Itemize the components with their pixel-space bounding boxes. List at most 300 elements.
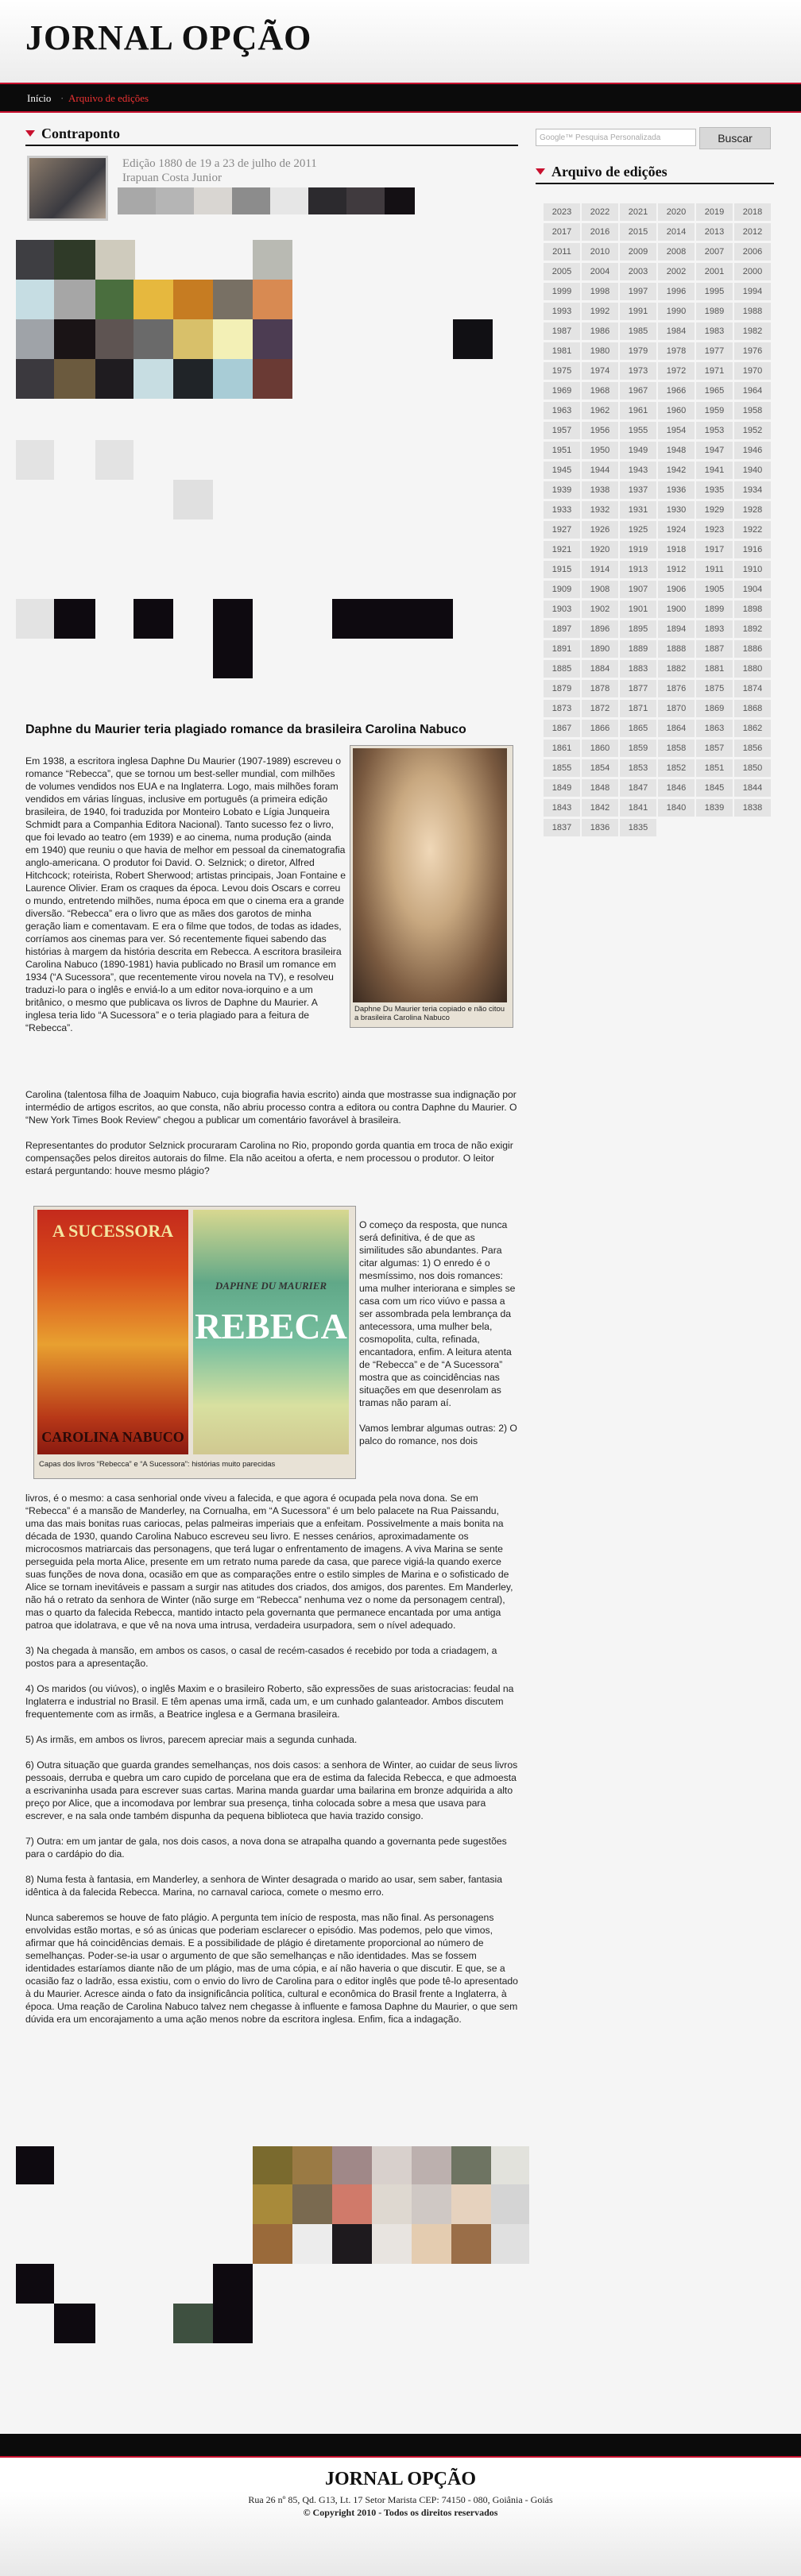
year-link[interactable]: 1846	[658, 779, 695, 797]
year-link[interactable]: 1966	[658, 382, 695, 400]
year-link[interactable]: 1974	[582, 362, 618, 380]
nav-archive-link[interactable]: Arquivo de edições	[68, 92, 149, 104]
year-link[interactable]: 1874	[734, 680, 771, 697]
article-paragraph: 4) Os maridos (ou viúvos), o inglês Maxim e o brasileiro Roberto, são expressões de suas aristocracias: feudal na Inglaterra e industrial no Brasil. E têm apenas uma irmã, cada um, e um cunhado galanteador. Ambos discutem frequentemente com as irmãs, a Beatrice inglesa e a Germana brasileira.	[25, 1683, 514, 1720]
year-link[interactable]: 1921	[544, 541, 580, 558]
year-link[interactable]: 1993	[544, 303, 580, 320]
year-link[interactable]: 1895	[620, 620, 656, 638]
year-link[interactable]: 1936	[658, 481, 695, 499]
year-link[interactable]: 1980	[582, 342, 618, 360]
year-link[interactable]: 1968	[582, 382, 618, 400]
mosaic-cell	[95, 240, 135, 280]
article-paragraph: 6) Outra situação que guarda grandes semelhanças, nos dois casos: a senhora de Winter, ao cuidar de seus livros pessoais, derruba e quebra um caro cupido de porcelana que era de estima da falecida Rebecca, e que admoesta a escrivaninha usada para escrever suas cartas. Marina manda guardar uma bailarina em bronze adquirida a alto preço por Alice, que a incomodava por lembrar sua presença, tinha colocada sobre a mesa que usava para escrever, e na sala onde também dispunha da pequena biblioteca que havia trazido consigo.	[25, 1759, 518, 1821]
year-link[interactable]: 2014	[658, 223, 695, 241]
year-link[interactable]: 1842	[582, 799, 618, 817]
mosaic-cell	[253, 359, 292, 399]
year-link[interactable]: 1930	[658, 501, 695, 519]
year-link[interactable]: 1907	[620, 581, 656, 598]
year-link[interactable]: 1925	[620, 521, 656, 539]
year-link[interactable]: 1990	[658, 303, 695, 320]
mosaic-cell	[95, 280, 134, 319]
year-link[interactable]: 1952	[734, 422, 771, 439]
year-link[interactable]: 1979	[620, 342, 656, 360]
mosaic-cell	[372, 2146, 412, 2184]
year-link[interactable]: 1960	[658, 402, 695, 419]
year-link[interactable]: 1992	[582, 303, 618, 320]
year-link[interactable]: 1962	[582, 402, 618, 419]
year-link[interactable]: 1913	[620, 561, 656, 578]
year-link[interactable]: 2022	[582, 203, 618, 221]
article-paragraph: 8) Numa festa à fantasia, em Manderley, a senhora de Winter desagrada o marido ao usar, sem saber, fantasia idêntica à da falecida Rebecca. Marina, no carnaval carioca, comete o mesmo erro.	[25, 1874, 502, 1898]
year-link[interactable]: 1863	[696, 720, 733, 737]
year-link[interactable]: 1967	[620, 382, 656, 400]
year-link[interactable]: 1835	[620, 819, 656, 836]
year-link[interactable]: 1926	[582, 521, 618, 539]
year-link[interactable]: 1851	[696, 759, 733, 777]
year-link[interactable]: 1859	[620, 740, 656, 757]
section-divider	[25, 145, 518, 146]
year-link[interactable]: 2008	[658, 243, 695, 261]
year-link[interactable]: 1847	[620, 779, 656, 797]
year-link[interactable]: 1929	[696, 501, 733, 519]
year-link[interactable]: 1862	[734, 720, 771, 737]
mosaic-cell	[253, 240, 292, 280]
search-button[interactable]: Buscar	[699, 127, 771, 149]
year-link[interactable]: 1884	[582, 660, 618, 678]
year-link[interactable]: 1906	[658, 581, 695, 598]
year-link[interactable]: 1969	[544, 382, 580, 400]
footer-bar	[0, 2434, 801, 2458]
year-link[interactable]: 1897	[544, 620, 580, 638]
footer-address: Rua 26 nº 85, Qd. G13, Lt. 17 Setor Marista CEP: 74150 - 080, Goiânia - Goiás	[248, 2494, 553, 2505]
mosaic-cell	[173, 2304, 213, 2343]
year-link[interactable]: 1934	[734, 481, 771, 499]
year-link[interactable]: 1982	[734, 322, 771, 340]
year-link[interactable]: 1909	[544, 581, 580, 598]
main-navbar	[0, 83, 801, 113]
year-link[interactable]: 1977	[696, 342, 733, 360]
mosaic-cell	[54, 280, 95, 319]
mosaic-cell	[270, 187, 308, 214]
mosaic-cell	[332, 2184, 372, 2224]
year-link[interactable]: 1928	[734, 501, 771, 519]
year-link[interactable]: 1880	[734, 660, 771, 678]
mosaic-cell	[213, 359, 253, 399]
year-link[interactable]: 1955	[620, 422, 656, 439]
year-link[interactable]: 1944	[582, 462, 618, 479]
year-link[interactable]: 1836	[582, 819, 618, 836]
year-link[interactable]: 2019	[696, 203, 733, 221]
year-link[interactable]: 1927	[544, 521, 580, 539]
year-link[interactable]: 2017	[544, 223, 580, 241]
year-link[interactable]: 1865	[620, 720, 656, 737]
year-link[interactable]: 1888	[658, 640, 695, 658]
mosaic-cell	[451, 2184, 491, 2224]
year-link[interactable]: 1947	[696, 442, 733, 459]
mosaic-cell	[194, 187, 232, 214]
year-link[interactable]: 1941	[696, 462, 733, 479]
mosaic-cell	[412, 2184, 451, 2224]
year-link[interactable]: 1894	[658, 620, 695, 638]
year-link[interactable]: 1981	[544, 342, 580, 360]
year-link[interactable]: 1987	[544, 322, 580, 340]
mosaic-cell	[16, 319, 54, 359]
year-link[interactable]: 1883	[620, 660, 656, 678]
mosaic-cell	[292, 2184, 332, 2224]
mosaic-cell	[372, 2184, 412, 2224]
year-link[interactable]: 1882	[658, 660, 695, 678]
year-link[interactable]: 1998	[582, 283, 618, 300]
year-link[interactable]: 1885	[544, 660, 580, 678]
year-link[interactable]: 1942	[658, 462, 695, 479]
year-link[interactable]: 1864	[658, 720, 695, 737]
mosaic-cell	[118, 187, 156, 214]
year-link[interactable]: 1877	[620, 680, 656, 697]
search-input[interactable]: Google™ Pesquisa Personalizada	[536, 129, 696, 146]
year-link[interactable]: 2003	[620, 263, 656, 280]
year-link[interactable]: 1916	[734, 541, 771, 558]
mosaic-cell	[491, 2184, 529, 2224]
article-paragraph: 7) Outra: em um jantar de gala, nos dois casos, a nova dona se atrapalha quando a governanta pede sugestões para o cardápio do dia.	[25, 1836, 507, 1860]
year-link[interactable]: 1984	[658, 322, 695, 340]
edition-line: Edição 1880 de 19 a 23 de julho de 2011	[122, 157, 317, 170]
year-link[interactable]: 1911	[696, 561, 733, 578]
books-caption: Capas dos livros “Rebecca” e “A Sucessora”: histórias muito parecidas	[39, 1460, 276, 1469]
mosaic-cell	[95, 440, 134, 480]
year-link[interactable]: 1878	[582, 680, 618, 697]
mosaic-cell	[213, 2304, 253, 2343]
mosaic-cell	[16, 240, 54, 280]
year-link[interactable]: 1935	[696, 481, 733, 499]
year-link[interactable]: 1938	[582, 481, 618, 499]
section-title: Contraponto	[25, 126, 120, 142]
year-link[interactable]: 1839	[696, 799, 733, 817]
year-link[interactable]: 1838	[734, 799, 771, 817]
year-link[interactable]: 1963	[544, 402, 580, 419]
mosaic-cell	[253, 319, 292, 359]
mosaic-cell	[253, 2184, 292, 2224]
year-link[interactable]: 2005	[544, 263, 580, 280]
year-link[interactable]: 1950	[582, 442, 618, 459]
year-link[interactable]: 1957	[544, 422, 580, 439]
year-link[interactable]: 1876	[658, 680, 695, 697]
year-link[interactable]: 1983	[696, 322, 733, 340]
year-link[interactable]: 2018	[734, 203, 771, 221]
year-link[interactable]: 1996	[658, 283, 695, 300]
year-link[interactable]: 1939	[544, 481, 580, 499]
article-paragraph: Em 1938, a escritora inglesa Daphne Du Maurier (1907-1989) escreveu o romance “Rebecca”, que se tornou um best-seller mundial, com milhões de volumes vendidos nos EUA e na Inglaterra. Logo, mais milhões foram vendidos em várias línguas, inclusive em português (a primeira edição brasileira, de 1940, foi traduzida por Monteiro Lobato e Lígia Junqueira Schmidt para a Companhia Editora Nacional). Tanto sucesso fez o livro, que foi levado ao teatro (em 1939) e ao cinema, numa produção (ainda em 1940) que reuniu o que havia de melhor em pessoal da cinematografia anglo-americana. O produtor foi David. O. Selznick; o diretor, Alfred Hitchcock; roteirista, Robert Sherwood; artistas principais, Joan Fontaine e Laurence Olivier. Eram os craques da época. Levou dois Oscars e correu o mundo, entretendo milhões, numa época em que o cinema era a grande diversão. “Rebecca” era o livro que as mães dos garotos de minha geração liam e comentavam. E era o filme que todos, de todas as idades, corríamos aos cinemas para ver. Só recentemente fiquei sabendo das histórias à margem da história descrita em Rebecca. A escritora brasileira Carolina Nabuco (1890-1981) havia publicado no Brasil um romance em 1934 (“A Sucessora”, que recentemente virou novela na TV), e resolveu traduzi-lo para o inglês e enviá-lo a um editor nova-iorquino e a um britânico, o mesmo que publicava os livros de Daphne du Maurier. A inglesa teria lido “A Sucessora” e o teria plagiado para a feitura de “Rebecca”.	[25, 755, 346, 1033]
mosaic-cell	[292, 2146, 332, 2184]
mosaic-cell	[173, 359, 213, 399]
mosaic-cell	[372, 2224, 412, 2264]
mosaic-cell	[173, 280, 213, 319]
year-link[interactable]: 1920	[582, 541, 618, 558]
year-link[interactable]: 1975	[544, 362, 580, 380]
year-link[interactable]: 1887	[696, 640, 733, 658]
year-link[interactable]: 1953	[696, 422, 733, 439]
year-link[interactable]: 2023	[544, 203, 580, 221]
year-link[interactable]: 1872	[582, 700, 618, 717]
mosaic-cell	[253, 2146, 292, 2184]
mosaic-cell	[213, 280, 253, 319]
year-link[interactable]: 1868	[734, 700, 771, 717]
archive-divider	[536, 183, 774, 184]
year-link[interactable]: 1961	[620, 402, 656, 419]
year-link[interactable]: 1855	[544, 759, 580, 777]
mosaic-cell	[54, 2304, 95, 2343]
year-link[interactable]: 1903	[544, 601, 580, 618]
year-link[interactable]: 1849	[544, 779, 580, 797]
year-link[interactable]: 1881	[696, 660, 733, 678]
nav-home-link[interactable]: Início	[27, 92, 52, 104]
article-body-intro	[25, 755, 346, 1047]
year-link[interactable]: 1951	[544, 442, 580, 459]
author-name: Irapuan Costa Junior	[122, 172, 222, 184]
year-link[interactable]: 1994	[734, 283, 771, 300]
year-link[interactable]: 1905	[696, 581, 733, 598]
year-link[interactable]: 1940	[734, 462, 771, 479]
year-link[interactable]: 1910	[734, 561, 771, 578]
footer-copyright: © Copyright 2010 - Todos os direitos reservados	[303, 2507, 498, 2518]
year-link[interactable]: 1976	[734, 342, 771, 360]
article-paragraph: Representantes do produtor Selznick procuraram Carolina no Rio, propondo gorda quantia em troca de não exigir compensações pelos direitos autorais do filme. Ela não aceitou a oferta, e nem processou o produtor. O leitor estará perguntando: houve mesmo plágio?	[25, 1140, 513, 1176]
year-link[interactable]: 2015	[620, 223, 656, 241]
year-link[interactable]: 1918	[658, 541, 695, 558]
year-link[interactable]: 1861	[544, 740, 580, 757]
year-link[interactable]: 1965	[696, 382, 733, 400]
year-link[interactable]: 1973	[620, 362, 656, 380]
photo-caption: Daphne Du Maurier teria copiado e não citou a brasileira Carolina Nabuco	[354, 1005, 505, 1022]
footer-title: JORNAL OPÇÃO	[324, 2469, 476, 2489]
year-link[interactable]: 1857	[696, 740, 733, 757]
mosaic-cell	[134, 319, 173, 359]
year-link[interactable]: 1853	[620, 759, 656, 777]
year-link[interactable]: 1889	[620, 640, 656, 658]
year-link[interactable]: 1919	[620, 541, 656, 558]
year-link[interactable]: 1901	[620, 601, 656, 618]
mosaic-cell	[54, 599, 95, 639]
mosaic-cell	[16, 280, 54, 319]
mosaic-cell	[16, 599, 54, 639]
mosaic-cell	[385, 187, 415, 214]
year-link[interactable]: 1904	[734, 581, 771, 598]
year-link[interactable]: 1948	[658, 442, 695, 459]
article-paragraph: Carolina (talentosa filha de Joaquim Nabuco, cuja biografia havia escrito) ainda que mostrasse sua indignação por intermédio de artigos escritos, ao que consta, não abriu processo contra a editora ou contra Daphne du Maurier. O “New York Times Book Review” chegou a publicar um comentário favorável à brasileira.	[25, 1089, 517, 1126]
year-link[interactable]: 2006	[734, 243, 771, 261]
mosaic-cell	[54, 359, 95, 399]
mosaic-cell	[16, 359, 54, 399]
mosaic-cell	[491, 2224, 529, 2264]
year-link[interactable]: 1949	[620, 442, 656, 459]
year-link[interactable]: 2013	[696, 223, 733, 241]
year-link[interactable]: 1837	[544, 819, 580, 836]
year-link[interactable]: 2001	[696, 263, 733, 280]
year-link[interactable]: 1989	[696, 303, 733, 320]
year-link[interactable]: 1958	[734, 402, 771, 419]
year-link[interactable]: 2002	[658, 263, 695, 280]
year-link[interactable]: 1870	[658, 700, 695, 717]
mosaic-cell	[412, 2224, 451, 2264]
year-link[interactable]: 1843	[544, 799, 580, 817]
mosaic-cell	[332, 2146, 372, 2184]
year-link[interactable]: 1932	[582, 501, 618, 519]
article-paragraph: 3) Na chegada à mansão, em ambos os casos, o casal de recém-casados é recebido por toda a criadagem, a postos para a apresentação.	[25, 1645, 497, 1669]
mosaic-cell	[253, 280, 292, 319]
year-link[interactable]: 1856	[734, 740, 771, 757]
year-link[interactable]: 1923	[696, 521, 733, 539]
mosaic-cell	[332, 2224, 372, 2264]
year-link[interactable]: 1854	[582, 759, 618, 777]
mosaic-cell	[16, 440, 54, 480]
year-link[interactable]: 1850	[734, 759, 771, 777]
year-link[interactable]: 1867	[544, 720, 580, 737]
article-paragraph: Nunca saberemos se houve de fato plágio. A pergunta tem início de resposta, mas não final. As personagens envolvidas estão mortas, e só as únicas que poderiam esclarecer o episódio. Mas podemos, pelo que vimos, afirmar que há coincidências demais. E a possibilidade de plágio é diretamente proporcional ao número de semelhanças. Poder-se-ia usar o argumento de que são semelhanças e não identidades. Mas se fossem identidades estaríamos diante não de um plágio, mas de uma cópia, e aí não haveria o que discutir. E que, se a ocasião faz o ladrão, essa existiu, com o envio do livro de Carolina para o editor inglês que pode tê-lo apresentado à du Maurier. Acresce ainda o fato da insignificância política, cultural e econômica do Brasil frente a Inglaterra, à época. Uma reação de Carolina Nabuco talvez nem chegasse à influente e famosa Daphne du Maurier, o que sem dúvida era um encorajamento a uma ação menos nobre da escritora inglesa. Enfim, fica a indagação.	[25, 1912, 518, 2025]
year-link[interactable]: 1841	[620, 799, 656, 817]
year-link[interactable]: 1999	[544, 283, 580, 300]
year-link[interactable]: 1896	[582, 620, 618, 638]
year-link[interactable]: 1915	[544, 561, 580, 578]
year-link[interactable]: 1879	[544, 680, 580, 697]
year-link[interactable]: 1933	[544, 501, 580, 519]
mosaic-cell	[134, 359, 173, 399]
book-covers-photo	[33, 1206, 356, 1479]
year-link[interactable]: 2011	[544, 243, 580, 261]
year-link[interactable]: 2012	[734, 223, 771, 241]
mosaic-cell	[95, 319, 134, 359]
year-link[interactable]: 2007	[696, 243, 733, 261]
year-link[interactable]: 1964	[734, 382, 771, 400]
year-link[interactable]: 1914	[582, 561, 618, 578]
year-link[interactable]: 1891	[544, 640, 580, 658]
year-link[interactable]: 1985	[620, 322, 656, 340]
year-link[interactable]: 1900	[658, 601, 695, 618]
year-link[interactable]: 1898	[734, 601, 771, 618]
year-link[interactable]: 1997	[620, 283, 656, 300]
year-link[interactable]: 1970	[734, 362, 771, 380]
year-link[interactable]: 1908	[582, 581, 618, 598]
archive-title: Arquivo de edições	[536, 164, 668, 180]
year-link[interactable]: 1937	[620, 481, 656, 499]
year-link[interactable]: 1943	[620, 462, 656, 479]
mosaic-cell	[491, 2146, 529, 2184]
rebeca-cover: DAPHNE DU MAURIER REBECA	[193, 1210, 349, 1454]
article-paragraph: O começo da resposta, que nunca será definitiva, é de que as similitudes são abundantes. Para citar algumas: 1) O enredo é o mesmíssimo, nos dois romances: uma mulher interiorana e simples se casa com um rico viúvo e passa a ser assombrada pela lembrança da antecessora, uma mulher bela, cosmopolita, culta, refinada, encantadora, enfim. A leitura atenta de “Rebecca” e de “A Sucessora” mostra que as coincidências nas situações em que desenrolam as tramas não param aí.	[359, 1219, 516, 1408]
mosaic-cell	[156, 187, 194, 214]
year-link[interactable]: 1866	[582, 720, 618, 737]
year-link[interactable]: 1886	[734, 640, 771, 658]
year-link[interactable]: 1860	[582, 740, 618, 757]
year-link[interactable]: 1871	[620, 700, 656, 717]
year-link[interactable]: 1959	[696, 402, 733, 419]
mosaic-cell	[292, 2224, 332, 2264]
year-link[interactable]: 1844	[734, 779, 771, 797]
nav-separator: ·	[60, 92, 64, 104]
year-link[interactable]: 1899	[696, 601, 733, 618]
mosaic-cell	[308, 187, 346, 214]
year-link[interactable]: 1902	[582, 601, 618, 618]
mosaic-cell	[346, 187, 385, 214]
year-link[interactable]: 1869	[696, 700, 733, 717]
mosaic-cell	[213, 2264, 253, 2304]
year-link[interactable]: 1875	[696, 680, 733, 697]
mosaic-cell	[332, 599, 453, 639]
mosaic-cell	[453, 319, 493, 359]
site-logo[interactable]: JORNAL OPÇÃO	[25, 18, 312, 57]
mosaic-cell	[173, 480, 213, 519]
mosaic-cell	[16, 2264, 54, 2304]
year-grid	[544, 203, 772, 839]
year-link[interactable]: 2000	[734, 263, 771, 280]
year-link[interactable]: 1840	[658, 799, 695, 817]
year-link[interactable]: 1988	[734, 303, 771, 320]
portrait-image	[353, 748, 507, 1002]
year-link[interactable]: 1931	[620, 501, 656, 519]
article-body-side	[359, 1218, 518, 1447]
article-body-middle	[25, 1088, 518, 1190]
year-link[interactable]: 1858	[658, 740, 695, 757]
year-link[interactable]: 1986	[582, 322, 618, 340]
mosaic-cell	[213, 599, 253, 678]
daphne-photo	[350, 745, 513, 1028]
article-title: Daphne du Maurier teria plagiado romance da brasileira Carolina Nabuco	[25, 723, 466, 736]
year-link[interactable]: 2020	[658, 203, 695, 221]
year-link[interactable]: 1852	[658, 759, 695, 777]
mosaic-cell	[95, 359, 134, 399]
year-link[interactable]: 1945	[544, 462, 580, 479]
year-link[interactable]: 2010	[582, 243, 618, 261]
mosaic-cell	[412, 2146, 451, 2184]
year-link[interactable]: 1912	[658, 561, 695, 578]
article-paragraph: Vamos lembrar algumas outras: 2) O palco do romance, nos dois	[359, 1423, 517, 1446]
triangle-icon	[536, 168, 545, 175]
mosaic-cell	[134, 280, 173, 319]
year-link[interactable]: 1956	[582, 422, 618, 439]
year-link[interactable]: 1954	[658, 422, 695, 439]
year-link[interactable]: 1995	[696, 283, 733, 300]
year-link[interactable]: 2004	[582, 263, 618, 280]
year-link[interactable]: 1890	[582, 640, 618, 658]
mosaic-cell	[16, 2146, 54, 2184]
year-link[interactable]: 1924	[658, 521, 695, 539]
year-link[interactable]: 1978	[658, 342, 695, 360]
mosaic-cell	[54, 319, 95, 359]
year-link[interactable]: 2021	[620, 203, 656, 221]
mosaic-cell	[213, 319, 253, 359]
article-paragraph: livros, é o mesmo: a casa senhorial onde viveu a falecida, e que agora é ocupada pela nova dona. Se em “Rebecca” é a mansão de Manderley, na Cornualha, em “A Sucessora” é um belo palacete na Rua Paissandu, uma das mais bonitas ruas cariocas, pelas palmeiras imperiais que a enfeitam. Possivelmente a mais bonita na década de 1930, quando Carolina Nabuco escreveu seu livro. E nesses cenários, aproximadamente os microcosmos matriarcais das personagens, que terá lugar o enfrentamento de imagens. A viva Marina se sente perseguida pela morta Alice, presente em um retrato numa parede da casa, que parece vigiá-la quando exerce suas funções de nova dona, ocasião em que as comparações entre o estilo simples de Marina e o sofisticado de Alice se tornam inevitáveis e passam a surgir nas atitudes dos criados, dos amigos, dos parentes. Em Manderley, não há o retrato da senhora de Winter (não surge em “Rebecca” nenhuma vez o nome da personagem central), mas o quarto da falecida Rebecca, mantido intacto pela governanta que permanece encantada por uma antiga patroa que idolatrava, e que vê na nova uma intrusa, verdadeira usurpadora, sem o nível adequado.	[25, 1493, 513, 1631]
year-link[interactable]: 1848	[582, 779, 618, 797]
year-link[interactable]: 1972	[658, 362, 695, 380]
sucessora-cover: A SUCESSORA CAROLINA NABUCO	[37, 1210, 188, 1454]
mosaic-cell	[253, 2224, 292, 2264]
mosaic-cell	[451, 2146, 491, 2184]
mosaic-cell	[134, 599, 173, 639]
year-link[interactable]: 1991	[620, 303, 656, 320]
year-link[interactable]: 2009	[620, 243, 656, 261]
year-link[interactable]: 1946	[734, 442, 771, 459]
year-link[interactable]: 1922	[734, 521, 771, 539]
year-link[interactable]: 1971	[696, 362, 733, 380]
mosaic-cell	[173, 319, 213, 359]
year-link[interactable]: 1873	[544, 700, 580, 717]
year-link[interactable]: 1892	[734, 620, 771, 638]
article-body-rest	[25, 1492, 518, 2038]
year-link[interactable]: 1845	[696, 779, 733, 797]
mosaic-cell	[232, 187, 270, 214]
mosaic-cell	[54, 240, 95, 280]
year-link[interactable]: 1893	[696, 620, 733, 638]
year-link[interactable]: 1917	[696, 541, 733, 558]
year-link[interactable]: 2016	[582, 223, 618, 241]
